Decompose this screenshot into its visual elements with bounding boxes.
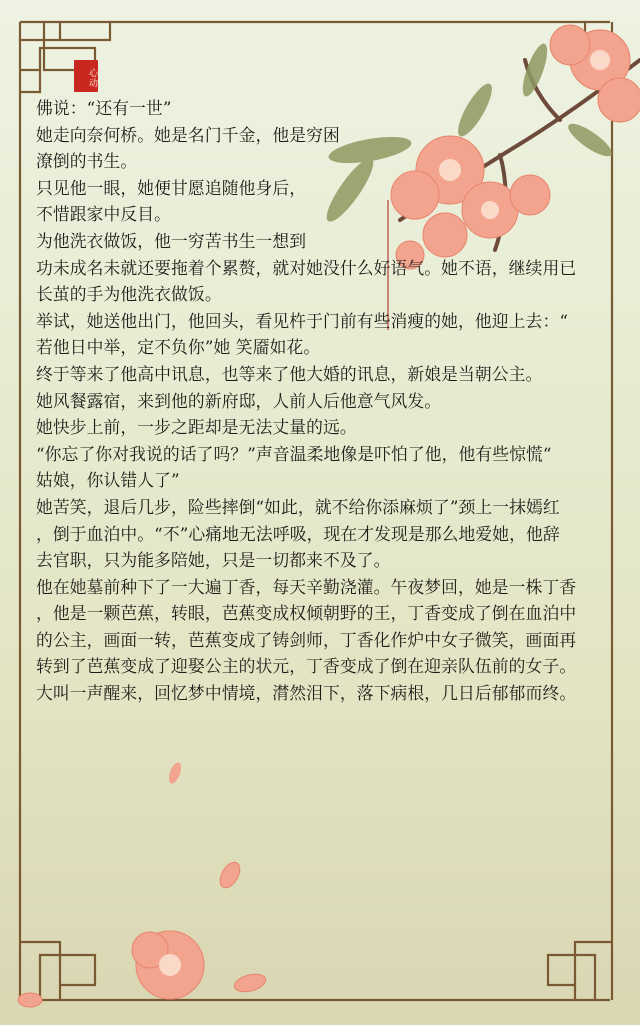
text-line: 他在她墓前种下了一大遍丁香，每天辛勤浇灌。午夜梦回，她是一株丁香 [36, 576, 577, 597]
text-line: 为他洗衣做饭，他一穷苦书生一想到 [36, 230, 307, 251]
text-line: “你忘了你对我说的话了吗？”声音温柔地像是吓怕了他，他有些惊慌“ [36, 443, 552, 464]
text-line: 她风餐露宿，来到他的新府邸，人前人后他意气风发。 [36, 390, 442, 411]
text-line: 佛说：“还有一世” [36, 98, 172, 118]
text-line: 举试，她送他出门，他回头，看见杵于门前有些消瘦的她，他迎上去：“ [36, 310, 568, 331]
text-line: 姑娘，你认错人了” [36, 470, 180, 491]
red-seal-stamp: 心动 [74, 60, 98, 92]
text-line: 去官职，只为能多陪她，只是一切都来不及了。 [36, 550, 391, 571]
fallen-blossoms-illustration [0, 840, 320, 1025]
text-line: 转到了芭蕉变成了迎娶公主的状元，丁香变成了倒在迎亲队伍前的女子。 [36, 656, 577, 677]
text-line: ，他是一颗芭蕉，转眼，芭蕉变成权倾朝野的王，丁香变成了倒在血泊中 [36, 603, 577, 624]
text-line: 她快步上前，一步之距却是无法丈量的远。 [36, 417, 357, 438]
text-line: 的公主，画面一转，芭蕉变成了铸剑师，丁香化作炉中女子微笑，画面再 [36, 629, 577, 650]
text-line: 若他日中举，定不负你”她 笑靥如花。 [36, 337, 321, 358]
text-line: 只见他一眼，她便甘愿追随他身后， [36, 177, 307, 198]
story-text [36, 95, 611, 707]
text-line: 功未成名未就还要拖着个累赘，就对她没什么好语气。她不语，继续用已 [36, 257, 577, 278]
text-line: 她苦笑，退后几步，险些摔倒“如此，就不给你添麻烦了”颈上一抹嫣红 [36, 496, 560, 517]
text-line: 终于等来了他高中讯息，也等来了他大婚的讯息，新娘是当朝公主。 [36, 363, 543, 384]
text-line: 长茧的手为他洗衣做饭。 [36, 284, 222, 305]
text-line: 她走向奈何桥。她是名门千金，他是穷困 [36, 124, 340, 145]
text-line: 不惜跟家中反目。 [36, 204, 172, 225]
text-line: 大叫一声醒来，回忆梦中情境，潸然泪下，落下病根，几日后郁郁而终。 [36, 683, 577, 704]
text-line: 潦倒的书生。 [36, 151, 138, 172]
text-line: ，倒于血泊中。“不”心痛地无法呼吸，现在才发现是那么地爱她，他辞 [36, 523, 560, 544]
